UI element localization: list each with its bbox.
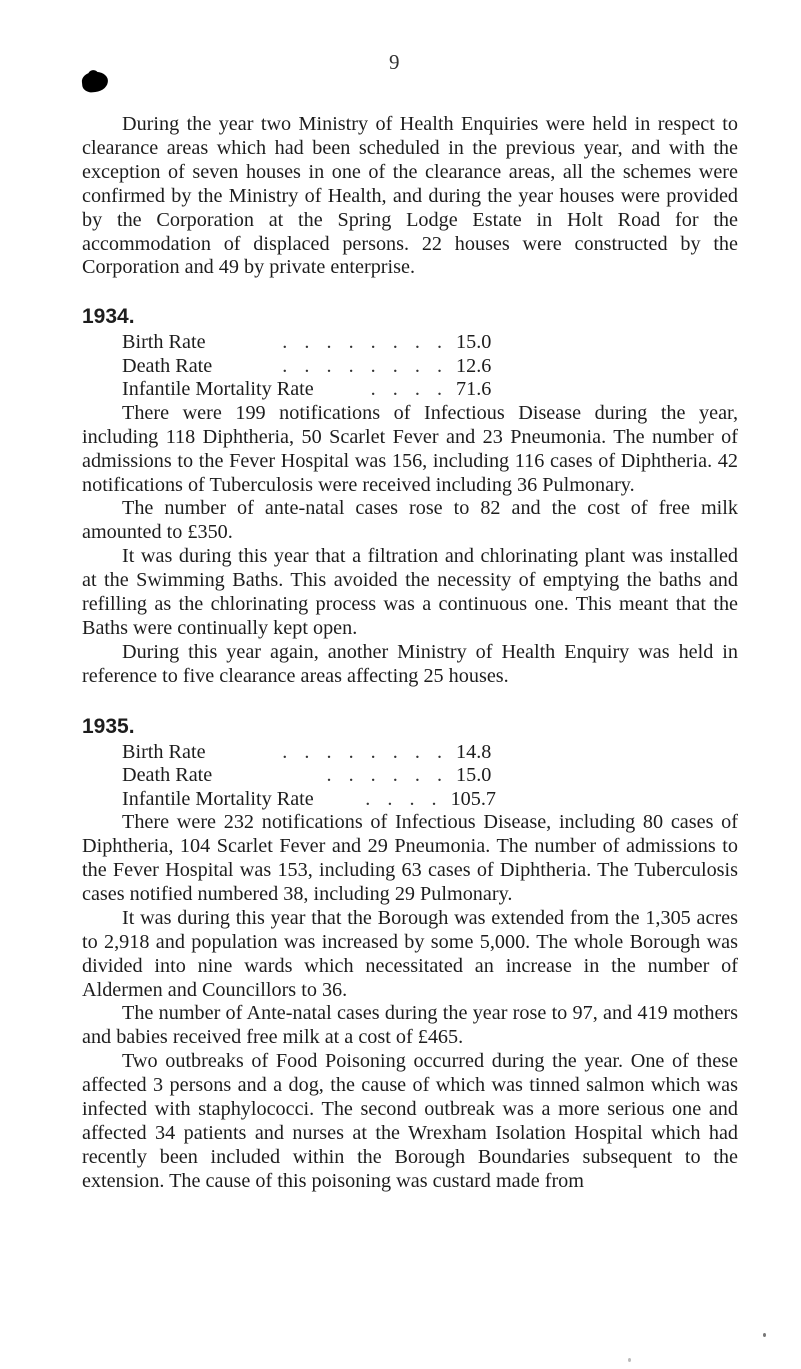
year-heading: 1935. [82, 714, 135, 738]
section-1935 [82, 715, 738, 1194]
leader-dots: . . . . . . . . [282, 331, 448, 354]
vital-statistics [122, 741, 496, 812]
stat-value: 15.0 [456, 331, 492, 354]
stat-value: 15.0 [456, 764, 492, 787]
stat-label: Birth Rate [122, 331, 206, 354]
stat-row-infantile-mortality [122, 378, 496, 402]
leader-dots: . . . . . . . . [282, 740, 448, 763]
leader-dots: . . . . . . [326, 764, 448, 787]
stat-row-birth-rate [122, 331, 496, 355]
stat-row-birth-rate [122, 741, 496, 765]
stat-label: Infantile Mortality Rate [122, 378, 314, 401]
stat-value: 14.8 [456, 740, 492, 763]
page-number: 9 [389, 50, 400, 74]
paragraph: The number of Ante-natal cases during the year rose to 97, and 419 mothers and babies received free milk at a cost of £465. [82, 1002, 738, 1049]
page-body [82, 113, 738, 1194]
paragraph: There were 199 notifications of Infectious Disease during the year, including 118 Diphtheria, 50 Scarlet Fever and 23 Pneumonia. The number of admissions to the Fever Hospital was 156, including 116 cases of Diphtheria. 42 notifications of Tuberculosis were received including 36 Pulmonary. [82, 401, 738, 496]
stat-label: Death Rate [122, 354, 213, 377]
leader-dots: . . . . [370, 378, 448, 401]
year-heading: 1934. [82, 305, 135, 329]
leader-dots: . . . . . . . . [282, 354, 448, 377]
stat-row-infantile-mortality [122, 788, 496, 812]
paragraph: During this year again, another Ministry of Health Enquiry was held in reference to five clearance areas affecting 25 houses. [82, 640, 738, 687]
paragraph: Two outbreaks of Food Poisoning occurred during the year. One of these affected 3 persons and a dog, the cause of which was tinned salmon which was infected with staphylococci. The second outbreak was a more serious one and affected 34 patients and nurses at the Wrexham Isolation Hospital which had recently been included within the Borough Boundaries subsequent to the extension. The cause of this poisoning was custard made from [82, 1050, 738, 1192]
stat-label: Infantile Mortality Rate [122, 787, 314, 810]
paragraph: It was during this year that a filtration and chlorinating plant was installed at the Swimming Baths. This avoided the necessity of emptying the baths and refilling as the chlorinating process was a continuous one. This meant that the Baths were continually kept open. [82, 545, 738, 639]
paragraph: It was during this year that the Borough was extended from the 1,305 acres to 2,918 and population was increased by some 5,000. The whole Borough was divided into nine wards which necessitated an increase in the number of Aldermen and Councillors to 36. [82, 906, 738, 1001]
stat-row-death-rate [122, 764, 496, 788]
paper-speck [628, 1358, 631, 1362]
paper-speck [763, 1333, 766, 1337]
paragraph: There were 232 notifications of Infectious Disease, including 80 cases of Diphtheria, 104 Scarlet Fever and 29 Pneumonia. The number of admissions to the Fever Hospital was 153, including 63 cases of Diphtheria. The Tuberculosis cases notified numbered 38, including 29 Pulmonary. [82, 811, 738, 905]
stat-value: 71.6 [456, 378, 492, 401]
vital-statistics [122, 331, 496, 402]
stat-row-death-rate [122, 355, 496, 379]
paragraph: The number of ante-natal cases rose to 82 and the cost of free milk amounted to £350. [82, 497, 738, 544]
stat-label: Birth Rate [122, 740, 206, 763]
stat-value: 105.7 [450, 787, 496, 810]
stat-label: Death Rate [122, 764, 213, 787]
leader-dots: . . . . [365, 787, 443, 810]
section-1934 [82, 305, 738, 688]
intro-paragraph: During the year two Ministry of Health Enquiries were held in respect to clearance areas which had been scheduled in the previous year, and with the exception of seven houses in one of the clearance areas, all the schemes were confirmed by the Ministry of Health, and during the year houses were provided by the Corporation at the Spring Lodge Estate in Holt Road for the accommodation of displaced persons. 22 houses were constructed by the Corporation and 49 by private enterprise. [82, 113, 738, 279]
ink-blot [81, 71, 109, 94]
stat-value: 12.6 [456, 354, 492, 377]
